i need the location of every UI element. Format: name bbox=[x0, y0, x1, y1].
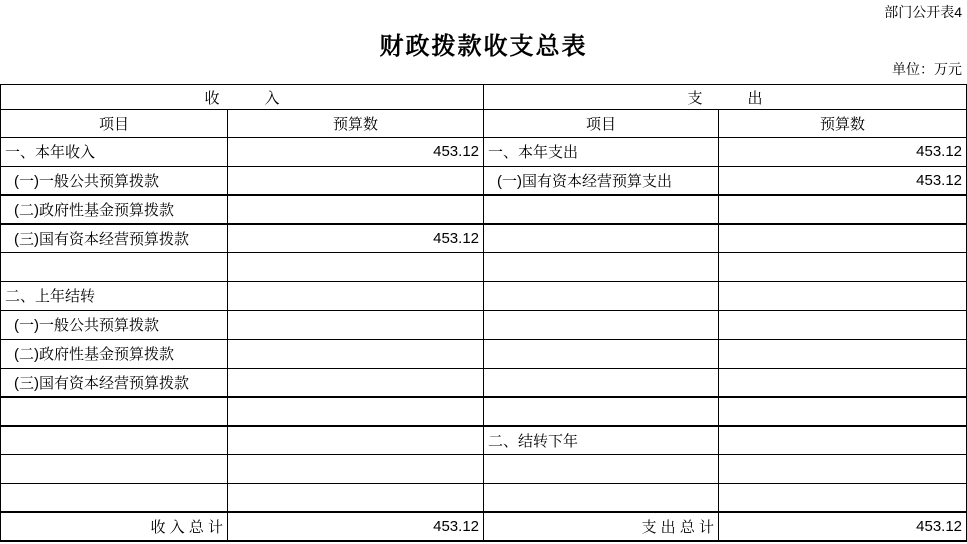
income-value-cell bbox=[228, 310, 484, 339]
income-value-cell bbox=[228, 339, 484, 368]
expense-item-cell: 一、本年支出 bbox=[484, 138, 719, 167]
table-row bbox=[1, 138, 967, 167]
income-item-cell: (三)国有资本经营预算拨款 bbox=[1, 368, 228, 397]
expense-total-value: 453.12 bbox=[719, 512, 967, 541]
income-value-cell bbox=[228, 454, 484, 483]
section-header-row bbox=[1, 85, 967, 110]
expense-item-cell bbox=[484, 195, 719, 224]
expense-value-cell bbox=[719, 195, 967, 224]
income-item-cell bbox=[1, 253, 228, 282]
income-value-cell bbox=[228, 368, 484, 397]
expense-item-cell bbox=[484, 282, 719, 311]
expense-item-cell bbox=[484, 339, 719, 368]
expense-item-header: 项目 bbox=[484, 110, 719, 138]
income-item-cell bbox=[1, 397, 228, 426]
income-item-cell: (一)一般公共预算拨款 bbox=[1, 166, 228, 195]
income-item-cell: (一)一般公共预算拨款 bbox=[1, 310, 228, 339]
expense-item-cell bbox=[484, 310, 719, 339]
table-row bbox=[1, 282, 967, 311]
table-row bbox=[1, 368, 967, 397]
expense-item-cell bbox=[484, 368, 719, 397]
income-value-cell bbox=[228, 253, 484, 282]
income-value-cell: 453.12 bbox=[228, 224, 484, 253]
expense-budget-header: 预算数 bbox=[719, 110, 967, 138]
expense-item-cell bbox=[484, 454, 719, 483]
income-value-cell: 453.12 bbox=[228, 138, 484, 167]
expense-value-cell bbox=[719, 310, 967, 339]
expense-item-cell: (一)国有资本经营预算支出 bbox=[484, 166, 719, 195]
table-row bbox=[1, 397, 967, 426]
income-item-cell: (二)政府性基金预算拨款 bbox=[1, 195, 228, 224]
table-row bbox=[1, 426, 967, 455]
unit-label: 单位：万元 bbox=[892, 61, 962, 77]
expense-value-cell bbox=[719, 483, 967, 512]
table-row bbox=[1, 195, 967, 224]
income-value-cell bbox=[228, 166, 484, 195]
income-value-cell bbox=[228, 426, 484, 455]
page-title: 财政拨款收支总表 bbox=[379, 33, 588, 60]
corner-table-label: 部门公开表4 bbox=[884, 4, 962, 20]
expense-value-cell bbox=[719, 454, 967, 483]
income-item-cell: 二、上年结转 bbox=[1, 282, 228, 311]
expense-item-cell bbox=[484, 483, 719, 512]
table-row bbox=[1, 339, 967, 368]
fiscal-summary-table bbox=[0, 84, 967, 542]
column-header-row bbox=[1, 110, 967, 138]
income-item-cell: (二)政府性基金预算拨款 bbox=[1, 339, 228, 368]
expense-section-header: 支 出 bbox=[484, 85, 967, 110]
income-total-label: 收 入 总 计 bbox=[1, 512, 228, 541]
table-row bbox=[1, 224, 967, 253]
income-section-header: 收 入 bbox=[1, 85, 484, 110]
expense-value-cell bbox=[719, 339, 967, 368]
income-item-cell bbox=[1, 426, 228, 455]
income-value-cell bbox=[228, 397, 484, 426]
expense-value-cell bbox=[719, 253, 967, 282]
table-row bbox=[1, 483, 967, 512]
expense-value-cell bbox=[719, 368, 967, 397]
expense-total-label: 支 出 总 计 bbox=[484, 512, 719, 541]
expense-item-cell bbox=[484, 397, 719, 426]
table-row bbox=[1, 310, 967, 339]
expense-value-cell: 453.12 bbox=[719, 138, 967, 167]
income-item-header: 项目 bbox=[1, 110, 228, 138]
expense-value-cell: 453.12 bbox=[719, 166, 967, 195]
income-value-cell bbox=[228, 282, 484, 311]
income-budget-header: 预算数 bbox=[228, 110, 484, 138]
income-item-cell: (三)国有资本经营预算拨款 bbox=[1, 224, 228, 253]
table-row bbox=[1, 454, 967, 483]
table-row bbox=[1, 166, 967, 195]
expense-value-cell bbox=[719, 224, 967, 253]
expense-value-cell bbox=[719, 282, 967, 311]
totals-row bbox=[1, 512, 967, 541]
table-row bbox=[1, 253, 967, 282]
expense-value-cell bbox=[719, 426, 967, 455]
expense-item-cell bbox=[484, 224, 719, 253]
income-item-cell bbox=[1, 454, 228, 483]
income-item-cell: 一、本年收入 bbox=[1, 138, 228, 167]
income-item-cell bbox=[1, 483, 228, 512]
income-total-value: 453.12 bbox=[228, 512, 484, 541]
expense-item-cell: 二、结转下年 bbox=[484, 426, 719, 455]
expense-value-cell bbox=[719, 397, 967, 426]
expense-item-cell bbox=[484, 253, 719, 282]
income-value-cell bbox=[228, 195, 484, 224]
income-value-cell bbox=[228, 483, 484, 512]
